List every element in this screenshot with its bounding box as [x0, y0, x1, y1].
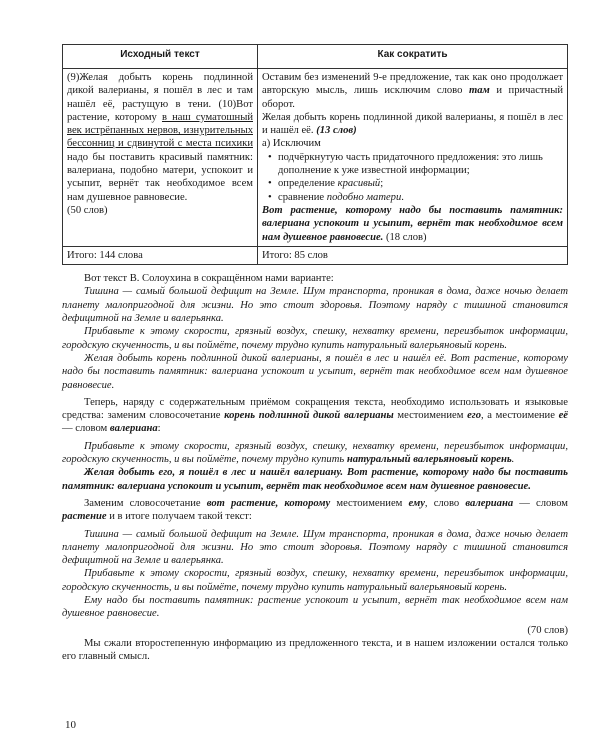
source-word-count: (50 слов)	[67, 204, 108, 216]
how-line3: а) Исключим	[262, 138, 321, 150]
intro-paragraph: Вот текст В. Солоухина в сокращённом нами варианте:	[84, 273, 334, 285]
list-item: • подчёркнутую часть придаточного предложения: это лишь дополнение к уже известной информации;	[278, 151, 563, 178]
quote-paragraph: Тишина — самый большой дефицит на Земле. Шум транспорта, проникая в дома, даже ночью делает планету малопригодной для жизни. Но это стоит здоровья. Поэтому наряду с тишиной становится дефицитной на Земле и валерьянка.	[62, 528, 568, 567]
how-line2: Желая добыть корень подлинной дикой валерианы, я пошёл в лес и нашёл её. (13 слов)	[262, 111, 563, 137]
exclusion-list	[262, 151, 563, 204]
final-word-count: (70 слов)	[527, 624, 568, 636]
page-number: 10	[65, 719, 76, 731]
comparison-table	[62, 44, 568, 265]
total-right: Итого: 85 слов	[258, 246, 568, 264]
quote-paragraph: Ему надо бы поставить памятник: растение успокоит и усыпит, вернёт так необходимое всем нам душевное равновесие.	[62, 594, 568, 620]
list-item: • сравнение подобно матери.	[278, 191, 563, 204]
explanation-paragraph-2: Заменим словосочетание вот растение, которому местоимением ему, слово валериана — словом растение и в итоге получаем такой текст:	[62, 497, 569, 523]
quote-paragraph: Прибавьте к этому скорости, грязный воздух, спешку, нехватку времени, переизбыток информации, городскую скученность, и вы поймёте, почему трудно купить натуральный валерьяновый корень.	[62, 568, 568, 593]
how-cell	[258, 69, 568, 247]
explanation-paragraph: Теперь, наряду с содержательным приёмом сокращения текста, необходимо использовать и языковые средства: заменим словосочетание корень подлинной дикой валерианы местоимением его, а местоимение её — словом валериана:	[62, 396, 568, 435]
quote-paragraph-bold: Желая добыть его, я пошёл в лес и нашёл валериану. Вот растение, которому надо бы поставить памятник: валериана успокоит и усыпит, вернёт так необходимое всем нам душевное равновесие.	[62, 467, 568, 492]
total-left: Итого: 144 слова	[63, 246, 258, 264]
quote-paragraph: Тишина — самый большой дефицит на Земле. Шум транспорта, проникая в дома, даже ночью делает планету малопригодной для жизни. Но это стоит здоровья. Поэтому наряду с тишиной становится дефицитной на Земле и валерьянка.	[62, 286, 568, 325]
conclusion-paragraph: Мы сжали второстепенную информацию из предложенного текста, и в нашем изложении остался только его главный смысл.	[62, 637, 568, 663]
quote-paragraph: Прибавьте к этому скорости, грязный воздух, спешку, нехватку времени, переизбыток информации, городскую скученность, и вы поймёте, почему трудно купить натуральный валерьяновый корень.	[62, 326, 568, 351]
how-line1: Оставим без изменений 9-е предложение, так как оно продолжает авторскую мысль, лишь исключим слово там и причастный оборот.	[262, 72, 563, 110]
page	[62, 44, 568, 663]
source-text-part2: надо бы поставить красивый памятник: валериана, подобно матери, успокоит и усыпит, вернёт так необходимое всем нам душевное равновесие.	[67, 151, 253, 203]
body-text	[62, 272, 568, 663]
source-text-cell	[63, 69, 258, 247]
quote-paragraph: Прибавьте к этому скорости, грязный воздух, спешку, нехватку времени, переизбыток информации, городскую скученность, и вы поймёте, почему трудно купить натуральный валерьяновый корень.	[62, 440, 568, 466]
header-how: Как сократить	[258, 45, 568, 69]
list-item: • определение красивый;	[278, 177, 563, 190]
quote-paragraph: Желая добыть корень подлинной дикой валерианы, я пошёл в лес и нашёл её. Вот растение, которому надо бы поставить памятник: валериана успокоит и усыпит, вернёт так необходимое всем нам душевное равновесие.	[62, 352, 568, 391]
source-text-underlined: в наш суматошный век истрёпанных нервов, изнурительных бессонниц и сдвинутой с места психики	[67, 111, 253, 150]
header-source: Исходный текст	[63, 45, 258, 69]
source-text-part1: (9)Желая добыть корень подлинной дикой валерианы, я пошёл в лес и там нашёл её, растущую в тени. (10)Вот растение, которому	[67, 72, 253, 123]
how-final: Вот растение, которому надо бы поставить памятник: валериана успокоит и усыпит, вернёт так необходимое всем нам душевное равновесие. (18 слов)	[262, 204, 563, 243]
